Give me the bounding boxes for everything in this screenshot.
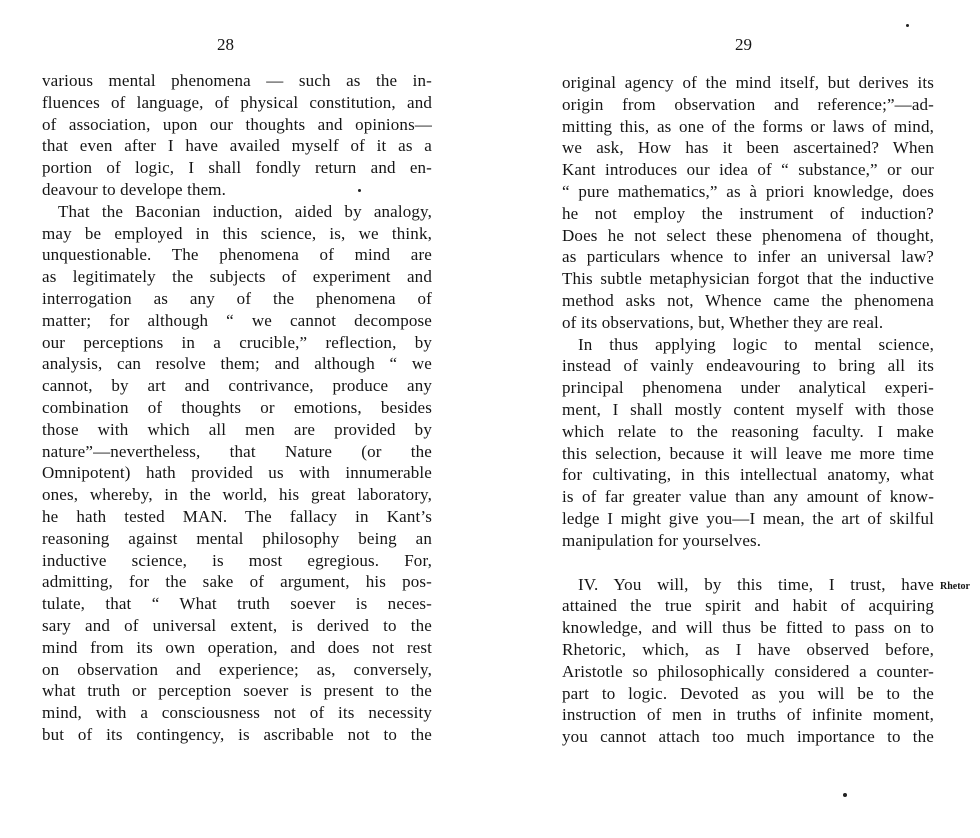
text-line: analysis, can resolve them; and although “ we [42,354,432,374]
text-line: that even after I have availed myself of it as a [42,136,432,156]
text-line: as legitimately the subjects of experiment and [42,267,432,287]
text-line: portion of logic, I shall fondly return and en- [42,158,432,178]
right-page [490,0,980,838]
text-line: knowledge, and will thus be fitted to pass on to [562,618,934,638]
text-line: cannot, by art and contrivance, produce any [42,376,432,396]
text-line: on observation and experience; as, conversely, [42,659,432,679]
text-line: nature”—nevertheless, that Nature (or the [42,441,432,461]
text-line: this selection, because it will leave me more time [562,443,934,463]
text-line: our perceptions in a crucible,” reflection, by [42,332,432,352]
text-line: That the Baconian induction, aided by analogy, [58,201,432,221]
text-line: various mental phenomena — such as the in- [42,71,432,90]
text-line: origin from observation and reference;”—ad- [562,94,934,114]
text-line: method asks not, Whence came the phenomena [562,290,934,310]
text-line: those with which all men are provided by [42,419,432,439]
text-line: for cultivating, in this intellectual anatomy, what [562,465,934,485]
text-line: admitting, for the sake of argument, his pos- [42,572,432,592]
right-page-number: 29 [735,35,752,54]
ink-speck [358,189,361,192]
text-line: tulate, that “ What truth soever is neces- [42,594,432,614]
text-line: may be employed in this science, is, we think, [42,223,432,243]
right-page-text [562,72,934,748]
text-line: ones, whereby, in the world, his great laboratory, [42,485,432,505]
text-line: Does he not select these phenomena of thought, [562,225,934,245]
text-line: of association, upon our thoughts and opinions— [42,114,432,134]
text-line: ledge I might give you—I mean, the art of skilful [562,508,934,528]
text-line: sary and of universal extent, is derived to the [42,615,432,635]
text-line: matter; for although “ we cannot decompose [42,310,432,330]
text-line: “ pure mathematics,” as à priori knowledge, does [562,181,934,201]
ink-speck [906,24,909,27]
text-line: fluences of language, of physical constitution, and [42,92,432,112]
text-line: ment, I shall mostly content myself with those [562,399,934,419]
text-line: mind from its own operation, and does not rest [42,637,432,657]
text-line: is of far greater value than any amount of know- [562,487,934,507]
ink-speck [843,793,847,797]
text-line: Kant introduces our idea of “ substance,” or our [562,160,934,180]
left-page-number: 28 [217,35,234,54]
text-line: what truth or perception soever is present to the [42,681,432,701]
text-line: instead of vainly endeavouring to bring all its [562,356,934,376]
text-line: he hath tested MAN. The fallacy in Kant’s [42,506,432,526]
text-line: instruction of men in truths of infinite moment, [562,705,934,725]
text-line: Rhetoric, which, as I have observed before, [562,639,934,659]
text-line: principal phenomena under analytical experi- [562,378,934,398]
text-line: original agency of the mind itself, but derives its [562,73,934,92]
text-line: mitting this, as one of the forms or laws of mind, [562,116,934,136]
text-line: interrogation as any of the phenomena of [42,288,432,308]
left-page-text [42,70,432,746]
text-line: but of its contingency, is ascribable not to the [42,724,432,744]
text-line: he not employ the instrument of induction? [562,203,934,223]
text-line: of its observations, but, Whether they are real. [562,312,884,332]
text-line: you cannot attach too much importance to the [562,727,934,747]
text-line: IV. You will, by this time, I trust, have [578,574,934,594]
text-line: In thus applying logic to mental science, [578,334,934,354]
text-line: unquestionable. The phenomena of mind are [42,245,432,265]
text-line: as particulars whence to infer an universal law? [562,247,934,267]
text-line: manipulation for yourselves. [562,530,762,550]
text-line: reasoning against mental philosophy being an [42,528,432,548]
text-line: combination of thoughts or emotions, besides [42,397,432,417]
text-line: we ask, How has it been ascertained? When [562,138,934,158]
text-line: This subtle metaphysician forgot that the inductive [562,269,934,289]
text-line: part to logic. Devoted as you will be to the [562,683,934,703]
text-line: attained the true spirit and habit of acquiring [562,596,934,616]
text-line: mind, with a consciousness not of its necessity [42,703,432,723]
text-line: inductive science, is most egregious. For, [42,550,432,570]
text-line: deavour to develope them. [42,179,227,199]
text-line: which relate to the reasoning faculty. I make [562,421,934,441]
text-line: Omnipotent) hath provided us with innumerable [42,463,432,483]
text-line: Aristotle so philosophically considered a counter- [562,661,934,681]
margin-note: Rhetor [940,581,970,592]
